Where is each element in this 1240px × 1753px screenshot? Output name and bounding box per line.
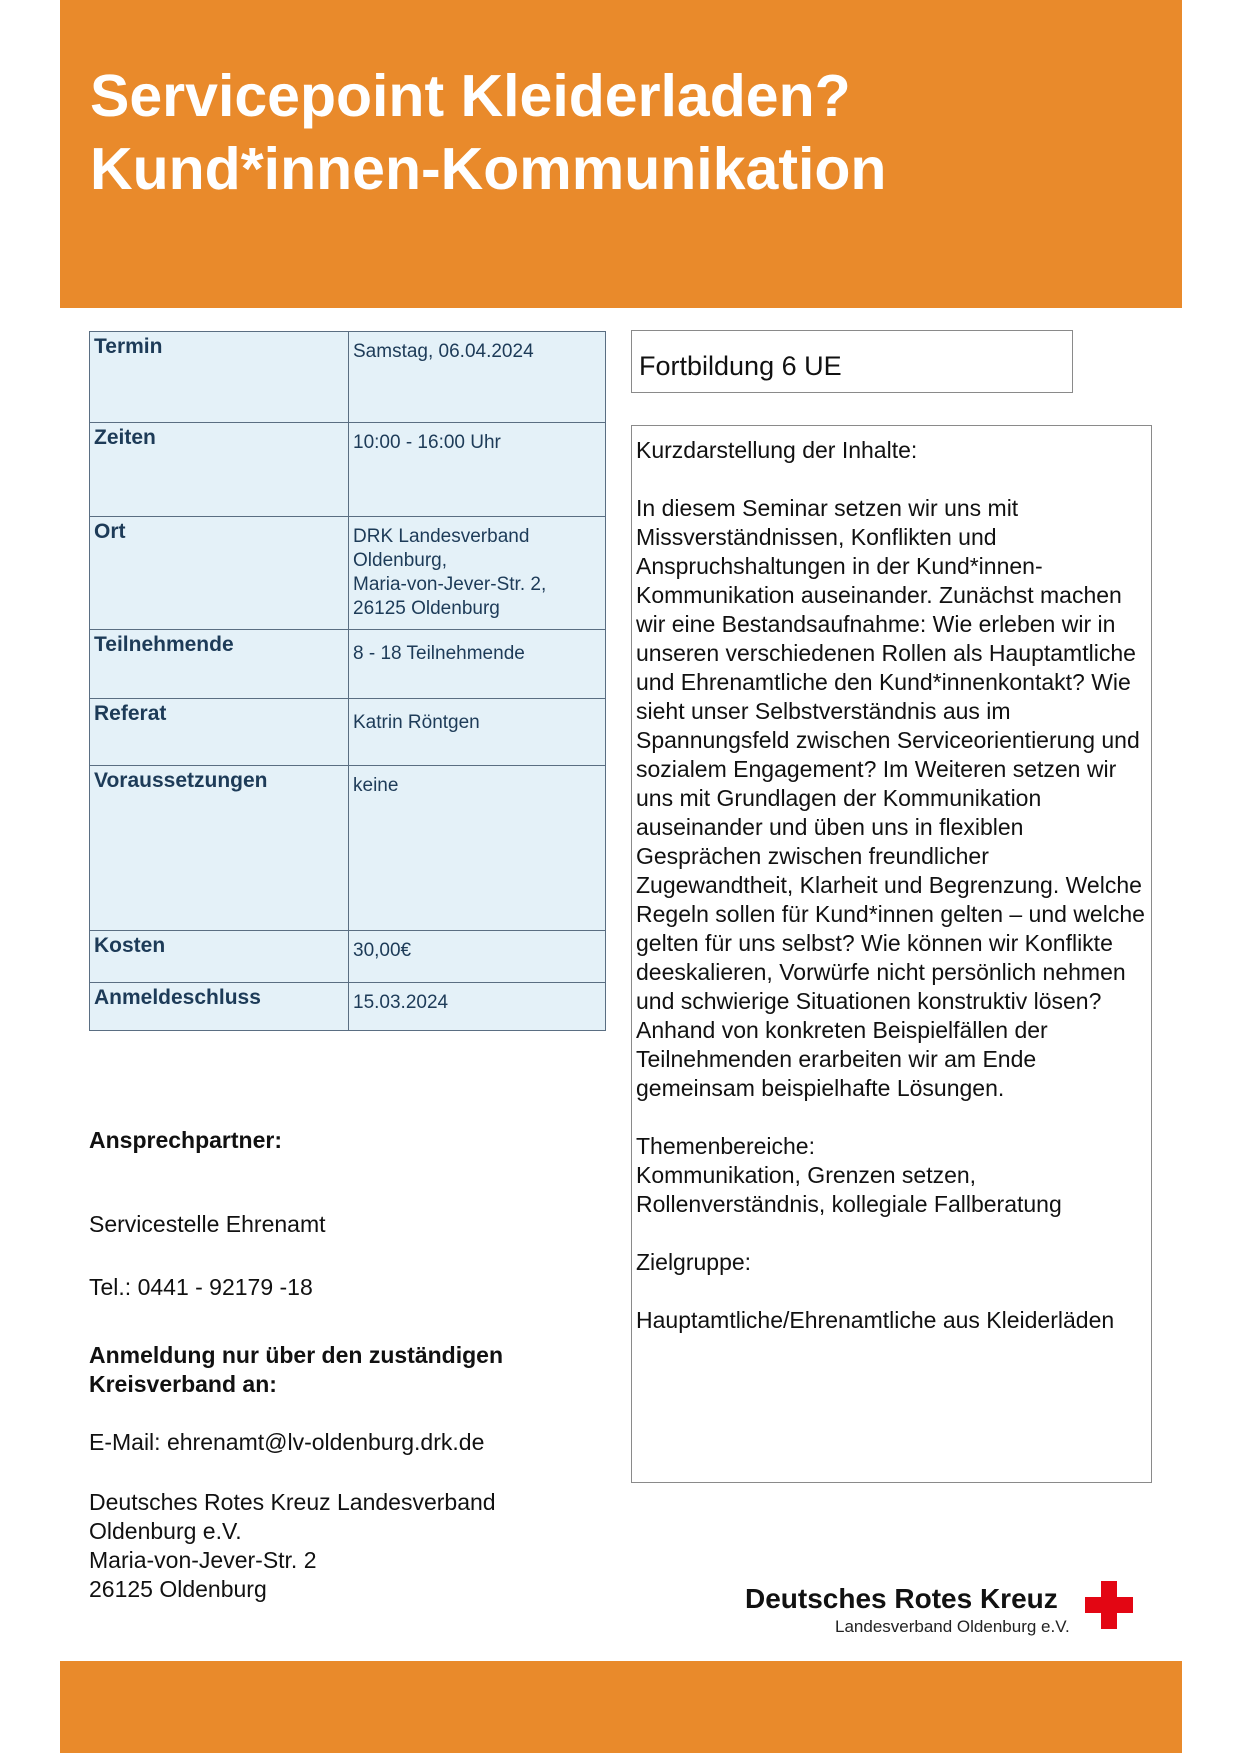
row-label: Zeiten bbox=[90, 423, 349, 517]
contact-phone: Tel.: 0441 - 92179 -18 bbox=[89, 1274, 313, 1300]
title-line-2: Kund*innen-Kommunikation bbox=[90, 136, 887, 202]
row-value: keine bbox=[349, 766, 606, 931]
audience-text: Hauptamtliche/Ehrenamtliche aus Kleiderläden bbox=[636, 1307, 1115, 1333]
contact-email[interactable]: E-Mail: ehrenamt@lv-oldenburg.drk.de bbox=[89, 1429, 485, 1455]
row-label: Teilnehmende bbox=[90, 630, 349, 699]
registration-heading: Anmeldung nur über den zuständigen Kreisverband an: bbox=[89, 1342, 503, 1397]
row-label: Voraussetzungen bbox=[90, 766, 349, 931]
course-type-box bbox=[631, 330, 1073, 393]
course-type-label: Fortbildung 6 UE bbox=[639, 351, 842, 381]
row-value: 8 - 18 Teilnehmende bbox=[349, 630, 606, 699]
description-box bbox=[631, 425, 1152, 1483]
table-row bbox=[90, 983, 606, 1031]
footer-band bbox=[60, 1661, 1182, 1753]
red-cross-icon bbox=[1085, 1581, 1133, 1629]
contact-office: Servicestelle Ehrenamt bbox=[89, 1211, 326, 1237]
contact-heading: Ansprechpartner: bbox=[89, 1127, 282, 1153]
row-value: DRK Landesverband Oldenburg, Maria-von-Jever-Str. 2, 26125 Oldenburg bbox=[349, 517, 606, 630]
table-row bbox=[90, 630, 606, 699]
title-line-1: Servicepoint Kleiderladen? bbox=[90, 63, 851, 129]
description-heading: Kurzdarstellung der Inhalte: bbox=[636, 437, 918, 463]
drk-logo-name: Deutsches Rotes Kreuz bbox=[745, 1583, 1058, 1614]
row-label: Referat bbox=[90, 699, 349, 766]
info-table bbox=[89, 331, 606, 1031]
table-row bbox=[90, 699, 606, 766]
contact-address: Deutsches Rotes Kreuz Landesverband Oldenburg e.V. Maria-von-Jever-Str. 2 26125 Oldenburg bbox=[89, 1489, 496, 1602]
table-row bbox=[90, 332, 606, 423]
row-value: 10:00 - 16:00 Uhr bbox=[349, 423, 606, 517]
table-row bbox=[90, 766, 606, 931]
description-body: In diesem Seminar setzen wir uns mit Missverständnissen, Konflikten und Anspruchshaltungen in der Kund*innen-Kommunikation auseinander. Zunächst machen wir eine Bestandsaufnahme: Wie erleben wir in unseren verschiedenen Rollen als Hauptamtliche und Ehrenamtliche den Kund*innenkontakt? Wie sieht unser Selbstverständnis aus im Spannungsfeld zwischen Serviceorientierung und sozialem Engagement? Im Weiteren setzen wir uns mit Grundlagen der Kommunikation auseinander und üben uns in flexiblen Gesprächen zwischen freundlicher Zugewandtheit, Klarheit und Begrenzung. Welche Regeln sollen für Kund*innen gelten – und welche gelten für uns selbst? Wie können wir Konflikte deeskalieren, Vorwürfe nicht persönlich nehmen und schwierige Situationen konstruktiv lösen? Anhand von konkreten Beispielfällen der Teilnehmenden erarbeiten wir am Ende gemeinsam beispielhafte Lösungen. bbox=[636, 495, 1145, 1101]
topics-text: Kommunikation, Grenzen setzen, Rollenverständnis, kollegiale Fallberatung bbox=[636, 1162, 1062, 1217]
row-label: Termin bbox=[90, 332, 349, 423]
topics-heading: Themenbereiche: bbox=[636, 1133, 815, 1159]
topics-section bbox=[636, 1132, 1147, 1219]
audience-heading: Zielgruppe: bbox=[636, 1249, 752, 1275]
page-title bbox=[90, 60, 1150, 206]
row-value: Samstag, 06.04.2024 bbox=[349, 332, 606, 423]
row-label: Ort bbox=[90, 517, 349, 630]
table-row bbox=[90, 931, 606, 983]
table-row bbox=[90, 517, 606, 630]
row-value: Katrin Röntgen bbox=[349, 699, 606, 766]
row-label: Anmeldeschluss bbox=[90, 983, 349, 1031]
drk-logo-subtitle: Landesverband Oldenburg e.V. bbox=[835, 1617, 1070, 1636]
row-value: 15.03.2024 bbox=[349, 983, 606, 1031]
row-value: 30,00€ bbox=[349, 931, 606, 983]
table-row bbox=[90, 423, 606, 517]
row-label: Kosten bbox=[90, 931, 349, 983]
